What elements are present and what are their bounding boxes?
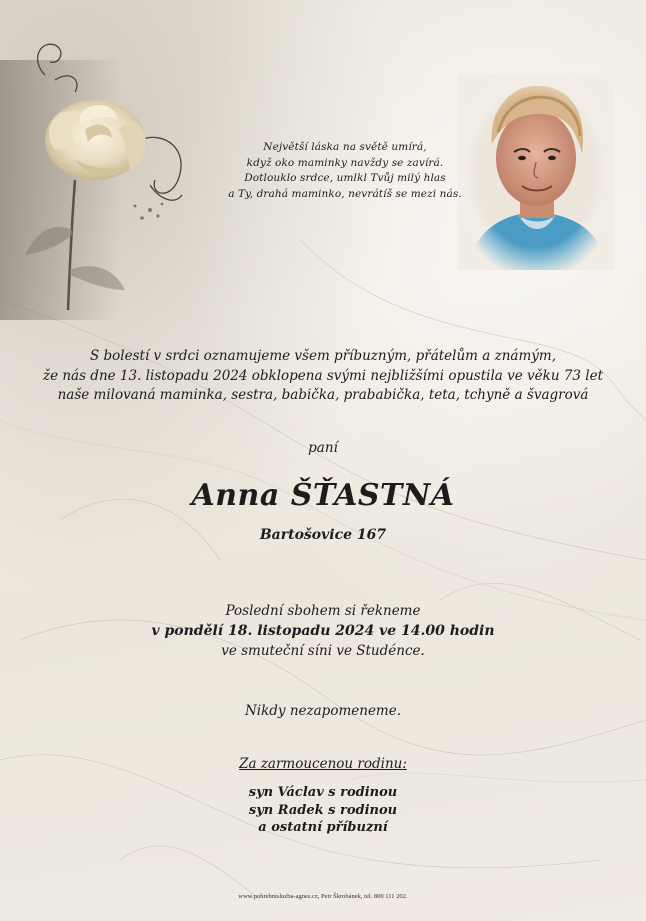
announcement-line: že nás dne 13. listopadu 2024 obklopena svými nejbližšími opustila ve věku 73 let (42, 367, 604, 384)
footer-credit: www.pohrebnisluzba-agnes.cz, Petr Škrobánek, tel. 800 111 202. (238, 893, 408, 900)
family-members (0, 784, 646, 837)
portrait-photo (458, 74, 614, 270)
honorific: paní (308, 440, 338, 456)
farewell-details (0, 601, 646, 661)
family-member: syn Radek s rodinou (248, 802, 398, 818)
announcement-text (40, 347, 606, 406)
announcement-line: S bolestí v srdci oznamujeme všem příbuzným, přátelům a známým, (89, 348, 556, 364)
closing-phrase: Nikdy nezapomeneme. (244, 703, 402, 719)
family-member: syn Václav s rodinou (248, 785, 398, 800)
farewell-location: ve smuteční síni ve Studénce. (221, 643, 425, 659)
deceased-name: Anna ŠŤASTNÁ (191, 478, 455, 513)
memorial-verse (215, 140, 475, 202)
family-heading: Za zarmoucenou rodinu: (239, 756, 407, 772)
verse-line: Největší láska na světě umírá, (263, 141, 427, 153)
verse-line: a Ty, drahá maminko, nevrátíš se mezi nás. (228, 187, 462, 200)
farewell-line-intro: Poslední sbohem si řekneme (225, 603, 421, 619)
announcement-line: naše milovaná maminka, sestra, babička, prababička, teta, tchyně a švagrová (57, 387, 589, 403)
verse-line: když oko maminky navždy se zavírá. (246, 156, 444, 169)
verse-line: Dotlouklo srdce, umlkl Tvůj milý hlas (244, 172, 446, 184)
rose-icon (0, 20, 200, 320)
deceased-address: Bartošovice 167 (259, 527, 387, 543)
farewell-datetime: v pondělí 18. listopadu 2024 ve 14.00 hodin (151, 623, 495, 639)
family-member: a ostatní příbuzní (258, 820, 388, 835)
